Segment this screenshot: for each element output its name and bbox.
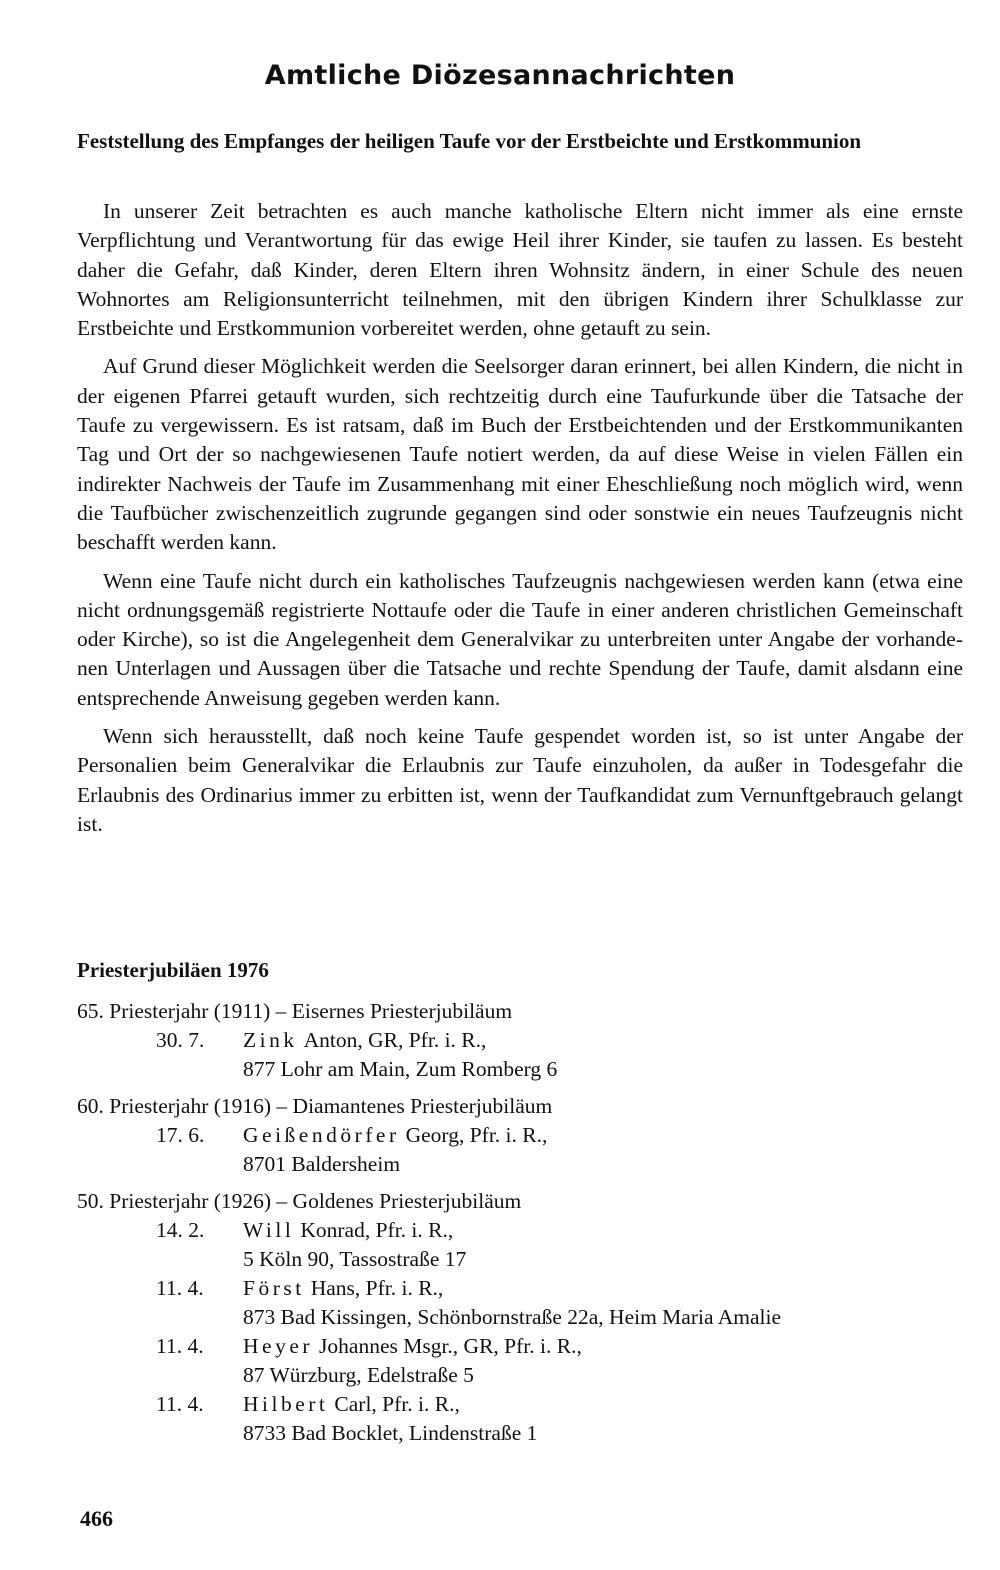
- priest-name: Zink: [243, 1028, 298, 1052]
- priest-name: Hilbert: [243, 1392, 329, 1416]
- priest-address: 873 Bad Kissingen, Schönbornstraße 22a, Heim Maria Amalie: [243, 1305, 781, 1329]
- priest-address: 877 Lohr am Main, Zum Romberg 6: [243, 1057, 558, 1081]
- priest-name: Geißendörfer: [243, 1123, 400, 1147]
- page-number: 466: [80, 1506, 113, 1531]
- priest-details: Georg, Pfr. i. R.,: [405, 1123, 548, 1147]
- paragraph: Wenn eine Taufe nicht durch ein katholisches Taufzeugnis nachgewiesen werden kann (etwa eine nicht ordnungsgemäß registrierte Nottaufe oder die Taufe in einer anderen christlichen Gemeinschaft oder Kirche), so ist die Angelegenheit dem Generalvikar zu unterbreiten unter Angabe der vorhandenen Unterlagen und Aussagen über die Tatsache und rechte Spendung der Taufe, damit alsdann eine entsprechende Anweisung gegeben werden kann.: [77, 568, 963, 710]
- paragraph: Auf Grund dieser Möglichkeit werden die Seelsorger daran erinnert, bei allen Kindern, die nicht in der eigenen Pfarrei getauft wurden, sich rechtzeitig durch eine Taufurkunde über die Tatsache der Taufe zu vergewissern. Es ist ratsam, daß im Buch der Erstbeichtenden und der Erstkommunikanten Tag und Ort der so nachgewiesenen Taufe notiert werden, da auf diese Weise in vielen Fällen ein indirekter Nachweis der Taufe im Zusammenhang mit einer Eheschließung noch möglich wird, wenn die Taufbücher zwischenzeitlich zugrunde gegangen sind oder sonstwie ein neues Taufzeugnis nicht beschafft werden kann.: [77, 354, 963, 555]
- jubilee-entry: [77, 1390, 977, 1448]
- priest-details: Johannes Msgr., GR, Pfr. i. R.,: [319, 1334, 582, 1358]
- jubilee-group: [77, 997, 977, 1084]
- priest-address: 87 Würzburg, Edelstraße 5: [243, 1363, 474, 1387]
- page-title: Amtliche Diözesannachrichten: [264, 60, 736, 91]
- jubilee-group: [77, 1092, 977, 1179]
- entry-date: 11. 4.: [156, 1334, 204, 1358]
- entry-date: 11. 4.: [156, 1392, 204, 1416]
- jubilee-entry: [77, 1332, 977, 1390]
- jubilee-list: [77, 997, 977, 1456]
- priest-details: Hans, Pfr. i. R.,: [310, 1276, 444, 1300]
- jubilee-entry: [77, 1216, 977, 1274]
- paragraph: Wenn sich herausstellt, daß noch keine Taufe gespendet worden ist, so ist unter Angabe der Personalien beim Generalvikar die Erlaubnis zur Taufe einzuholen, da außer in Todesgefahr die Erlaubnis des Ordinarius immer zu erbitten ist, wenn der Taufkandidat zum Vernunftgebrauch gelangt ist.: [77, 724, 963, 836]
- jubilee-group-heading: 60. Priesterjahr (1916) – Diamantenes Priesterjubiläum: [77, 1094, 553, 1118]
- priest-details: Konrad, Pfr. i. R.,: [300, 1218, 454, 1242]
- jubilee-entry: [77, 1026, 977, 1084]
- priest-name: Heyer: [243, 1334, 314, 1358]
- section-body-baptism: [77, 197, 963, 839]
- jubilee-entry: [77, 1121, 977, 1179]
- priest-name: Först: [243, 1276, 305, 1300]
- section-heading-baptism: Feststellung des Empfanges der heiligen Taufe vor der Erstbeichte und Erstkommunion: [77, 129, 862, 153]
- jubilee-group-heading: 50. Priesterjahr (1926) – Goldenes Priesterjubiläum: [77, 1189, 522, 1213]
- paragraph: In unserer Zeit betrachten es auch manche katholische Eltern nicht immer als eine ernste Verpflichtung und Verantwortung für das ewige Heil ihrer Kinder, sie taufen zu lassen. Es besteht daher die Gefahr, daß Kinder, deren Eltern ihren Wohnsitz ändern, in einer Schule des neuen Wohnortes am Religionsunterricht teilnehmen, mit den übrigen Kindern ihrer Schulklasse zur Erstbeichte und Erstkommunion vorbereitet werden, ohne getauft zu sein.: [77, 199, 963, 341]
- priest-address: 5 Köln 90, Tassostraße 17: [243, 1247, 467, 1271]
- priest-details: Anton, GR, Pfr. i. R.,: [303, 1028, 487, 1052]
- priest-address: 8733 Bad Bocklet, Lindenstraße 1: [243, 1421, 538, 1445]
- entry-date: 11. 4.: [156, 1276, 204, 1300]
- section-heading-jubilees: Priesterjubiläen 1976: [77, 958, 269, 982]
- priest-details: Carl, Pfr. i. R.,: [334, 1392, 460, 1416]
- priest-address: 8701 Baldersheim: [243, 1152, 401, 1176]
- jubilee-entry: [77, 1274, 977, 1332]
- entry-date: 14. 2.: [156, 1218, 205, 1242]
- jubilee-group-heading: 65. Priesterjahr (1911) – Eisernes Priesterjubiläum: [77, 999, 513, 1023]
- entry-date: 30. 7.: [156, 1028, 205, 1052]
- entry-date: 17. 6.: [156, 1123, 205, 1147]
- priest-name: Will: [243, 1218, 295, 1242]
- jubilee-group: [77, 1187, 977, 1448]
